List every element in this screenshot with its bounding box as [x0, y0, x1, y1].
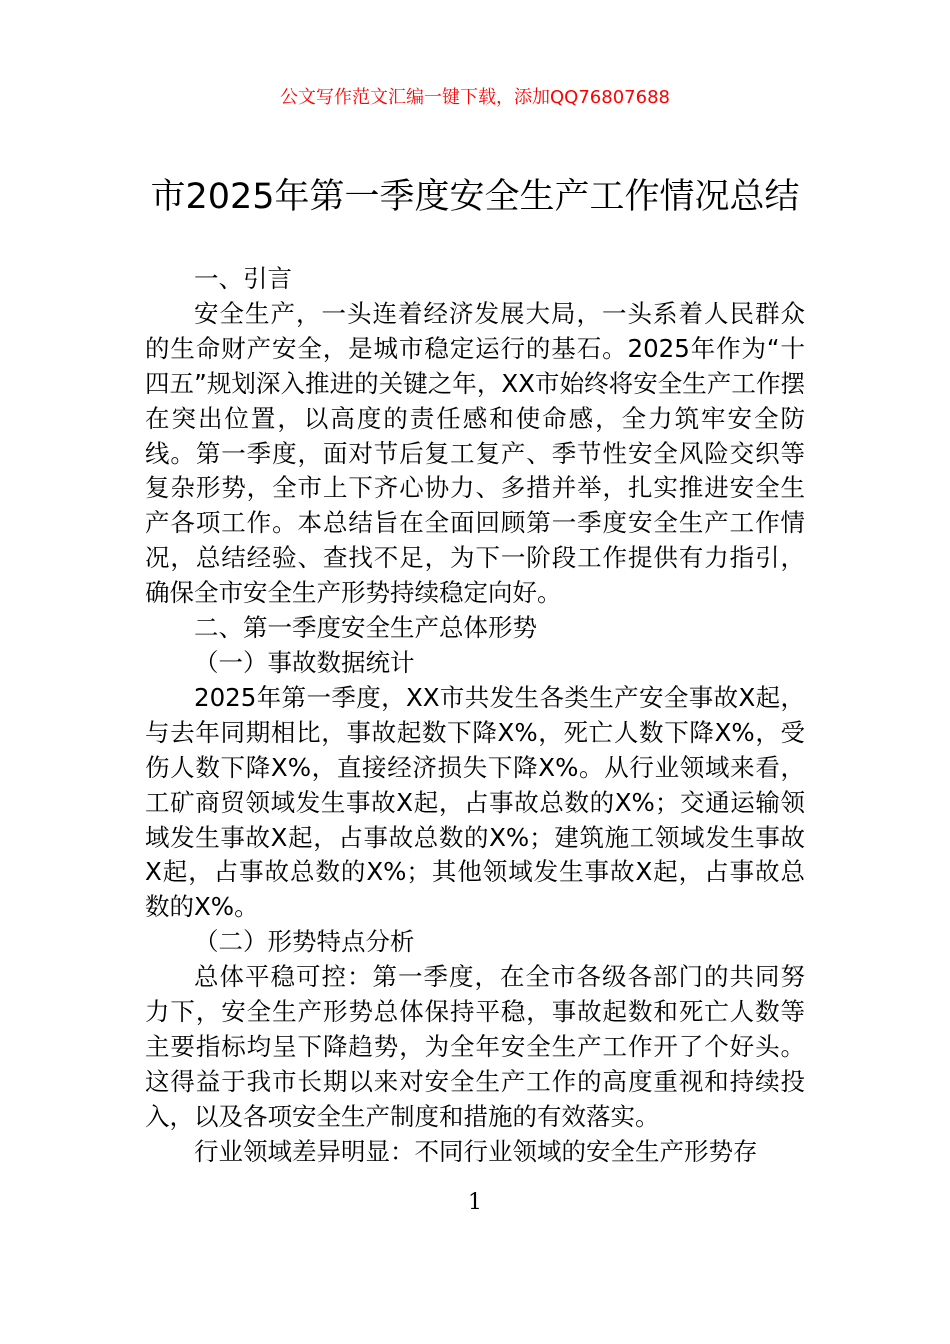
section-heading-intro: 一、引言 [194, 264, 292, 293]
page-number: 1 [468, 1190, 482, 1215]
section-heading-situation: 二、第一季度安全生产总体形势 [194, 613, 537, 643]
document-title: 市2025年第一季度安全生产工作情况总结 [150, 177, 800, 217]
document-body [145, 262, 805, 1170]
paragraph-analysis-industry: 行业领域差异明显：不同行业领域的安全生产形势存 [194, 1136, 758, 1166]
paragraph-intro: 安全生产，一头连着经济发展大局，一头系着人民群众的生命财产安全，是城市稳定运行的基石。2025年作为“十四五”规划深入推进的关键之年，XX市始终将安全生产工作摆在突出位置，以高度的责任感和使命感，全力筑牢安全防线。第一季度，面对节后复工复产、季节性安全风险交织等复杂形势，全市上下齐心协力、多措并举，扎实推进安全生产各项工作。本总结旨在全面回顾第一季度安全生产工作情况，总结经验、查找不足，为下一阶段工作提供有力指引，确保全市安全生产形势持续稳定向好。 [145, 298, 805, 608]
subheading-accident-stats: （一）事故数据统计 [194, 647, 415, 677]
subheading-situation-analysis: （二）形势特点分析 [194, 927, 415, 957]
paragraph-accident-stats: 2025年第一季度，XX市共发生各类生产安全事故X起，与去年同期相比，事故起数下降X%，死亡人数下降X%，受伤人数下降X%，直接经济损失下降X%。从行业领域来看，工矿商贸领域发生事故X起，占事故总数的X%；交通运输领域发生事故X起，占事故总数的X%；建筑施工领域发生事故X起，占事故总数的X%；其他领域发生事故X起，占事故总数的X%。 [145, 682, 805, 922]
download-banner: 公文写作范文汇编一键下载，添加QQ76807688 [280, 87, 670, 108]
paragraph-analysis-stable: 总体平稳可控：第一季度，在全市各级各部门的共同努力下，安全生产形势总体保持平稳，事故起数和死亡人数等主要指标均呈下降趋势，为全年安全生产工作开了个好头。这得益于我市长期以来对安全生产工作的高度重视和持续投入，以及各项安全生产制度和措施的有效落实。 [145, 962, 805, 1131]
